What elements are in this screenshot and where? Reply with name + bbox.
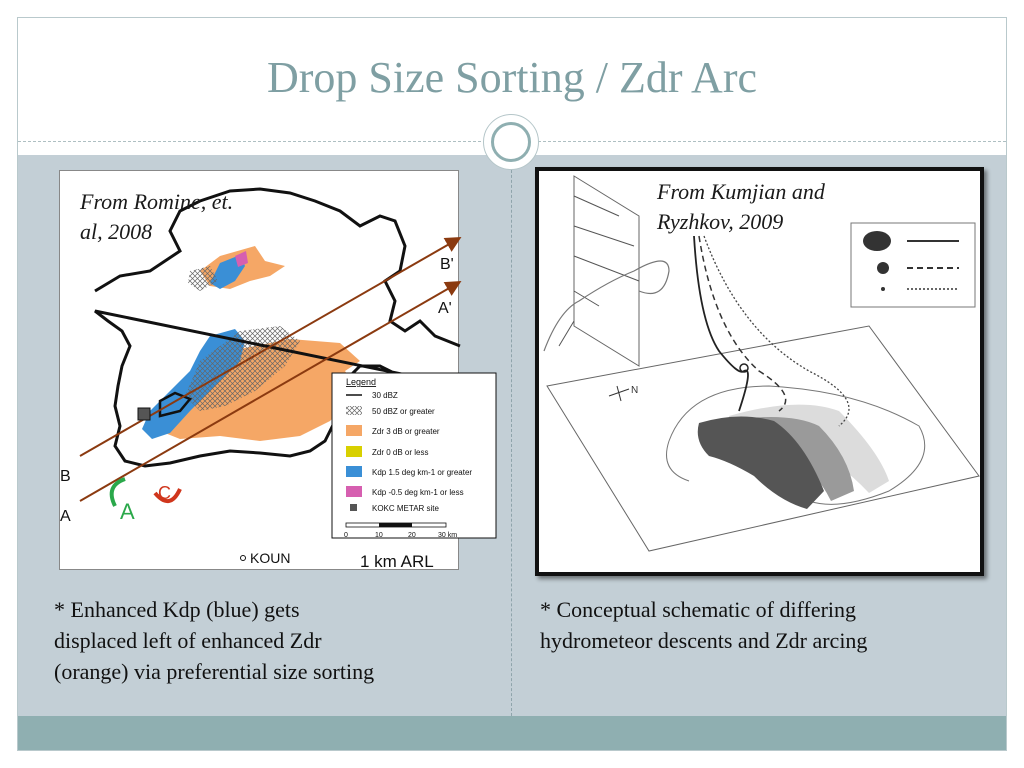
wind-profile-box: [574, 176, 639, 366]
label-b-left: B: [60, 468, 71, 485]
scale-tick-20: 20: [408, 532, 416, 539]
hodograph-curve: [544, 261, 669, 351]
legend-title: Legend: [346, 377, 377, 387]
legend-item-30dbz: 30 dBZ: [372, 391, 398, 400]
legend-item-kdp-low: Kdp -0.5 deg km-1 or less: [372, 488, 464, 497]
left-caption-line3: (orange) via preferential size sorting: [54, 659, 375, 684]
label-a-arc: A: [120, 499, 135, 524]
koun-label: KOUN: [250, 550, 291, 566]
wind-vectors: [559, 196, 639, 346]
trajectory-medium-drops: [699, 236, 786, 411]
kumjian-credit: [657, 177, 825, 237]
label-c-arc: C: [158, 483, 171, 503]
hook-outline: [667, 441, 690, 481]
scale-tick-10: 10: [375, 532, 383, 539]
right-caption-line1: * Conceptual schematic of differing: [540, 597, 857, 622]
kumjian-credit-line2: Ryzhkov, 2009: [657, 209, 784, 234]
footer-bar: [18, 716, 1006, 750]
column-divider: [511, 155, 512, 716]
legend-box: [332, 373, 496, 539]
level-label: 1 km ARL: [360, 552, 434, 571]
slide-title: Drop Size Sorting / Zdr Arc: [266, 53, 758, 102]
label-a-left: A: [60, 508, 71, 525]
legend-item-50dbz: 50 dBZ or greater: [372, 407, 435, 416]
romine-credit: [80, 187, 233, 247]
legend-item-kdp-high: Kdp 1.5 deg km-1 or greater: [372, 468, 473, 477]
kumjian-schematic-figure: [535, 167, 984, 576]
kumjian-credit-line1: From Kumjian and: [657, 179, 825, 204]
right-caption-line2: hydrometeor descents and Zdr arcing: [540, 628, 868, 653]
kokc-metar-site-marker: [138, 408, 150, 420]
legend-item-zdr-high: Zdr 3 dB or greater: [372, 427, 440, 436]
left-caption: [54, 594, 374, 687]
scale-tick-0: 0: [344, 532, 348, 539]
title-ornament-ring: [491, 122, 531, 162]
legend-item-metar: KOKC METAR site: [372, 504, 439, 513]
label-b-prime: B': [440, 256, 454, 273]
romine-credit-line1: From Romine, et.: [80, 189, 234, 214]
right-caption: [540, 594, 867, 656]
north-label: N: [631, 385, 639, 396]
koun-radar-marker: [241, 556, 246, 561]
legend-item-zdr-low: Zdr 0 dB or less: [372, 448, 429, 457]
romine-credit-line2: al, 2008: [80, 219, 153, 244]
romine-radar-figure: [59, 170, 473, 571]
left-caption-line1: * Enhanced Kdp (blue) gets: [54, 597, 300, 622]
label-a-prime: A': [438, 300, 452, 317]
scale-tick-30: 30 km: [438, 532, 458, 539]
trajectory-large-drops: [694, 236, 748, 411]
trajectory-small-drops: [704, 236, 849, 426]
left-caption-line2: displaced left of enhanced Zdr: [54, 628, 322, 653]
